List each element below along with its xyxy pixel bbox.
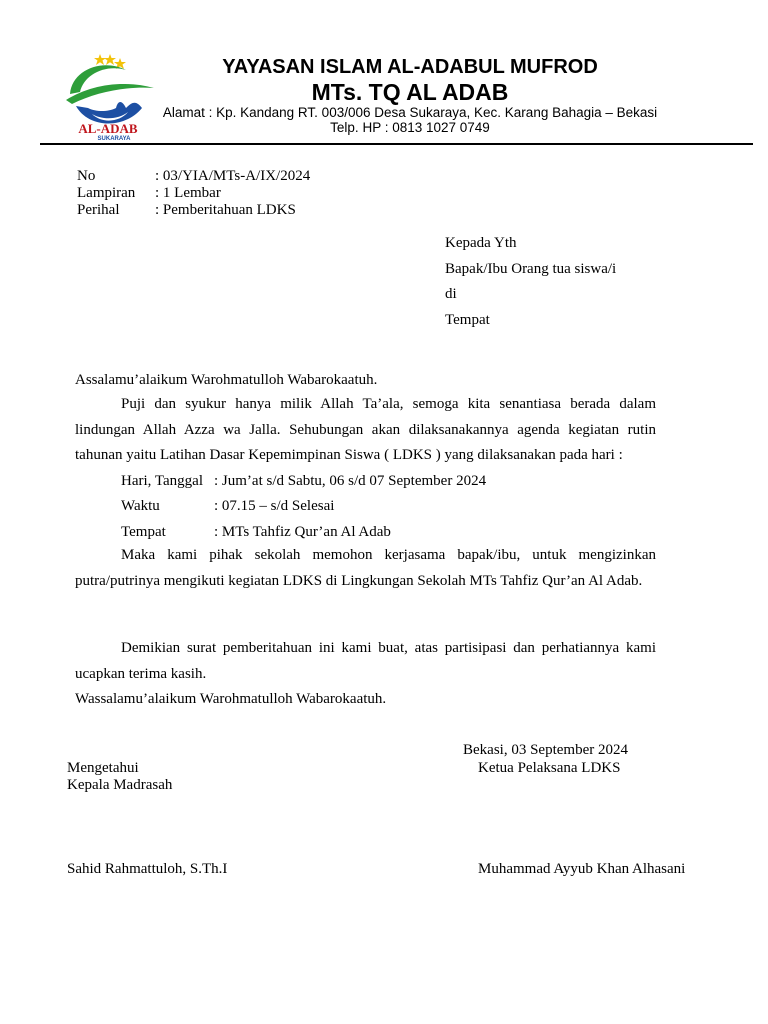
school-address: Alamat : Kp. Kandang RT. 003/006 Desa Sukaraya, Kec. Karang Bahagia – Bekasi [162,105,658,120]
meta-label-no: No [77,168,96,184]
right-signatory-name: Muhammad Ayyub Khan Alhasani [478,861,686,877]
meta-value-no: : 03/YIA/MTs-A/IX/2024 [155,168,311,184]
left-signatory-name: Sahid Rahmattuloh, S.Th.I [67,861,228,877]
foundation-name: YAYASAN ISLAM AL-ADABUL MUFROD [222,56,598,78]
recipient-line: Bapak/Ibu Orang tua siswa/i [445,261,617,277]
place-date: Bekasi, 03 September 2024 [463,742,628,758]
meta-label-subject: Perihal [77,202,120,218]
greeting: Assalamu’alaikum Warohmatulloh Wabarokaatuh. [75,372,378,388]
detail-value-time: : 07.15 – s/d Selesai [214,498,335,514]
school-name: MTs. TQ AL ADAB [311,79,509,105]
meta-value-subject: : Pemberitahuan LDKS [155,202,296,218]
letterhead-divider [40,143,753,145]
meta-value-attachment: : 1 Lembar [155,185,221,201]
meta-label-attachment: Lampiran [77,185,136,201]
right-role: Ketua Pelaksana LDKS [478,760,621,776]
recipient-line: Kepada Yth [445,235,517,251]
paragraph-closing: Demikian surat pemberitahuan ini kami buat, atas partisipasi dan perhatiannya kami ucapkan terima kasih. [75,640,656,682]
recipient-line: Tempat [445,312,490,328]
detail-value-place: : MTs Tahfiz Qur’an Al Adab [214,524,391,540]
school-phone: Telp. HP : 0813 1027 0749 [330,120,490,135]
logo-subtext: SUKARAYA [97,136,131,142]
recipient-line: di [445,286,457,302]
detail-label-place: Tempat [121,524,166,540]
logo-text: AL-ADAB [78,121,138,136]
left-role-title: Kepala Madrasah [67,777,173,793]
paragraph-intro: Puji dan syukur hanya milik Allah Ta’ala, semoga kita senantiasa berada dalam lindungan Allah Azza wa Jalla. Sehubungan akan dilaksanakannya agenda kegiatan rutin tahunan yaitu Latihan Dasar Kepemimpinan Siswa ( LDKS ) yang dilaksanakan pada hari : [75,396,656,463]
closing-greeting: Wassalamu’alaikum Warohmatulloh Wabarokaatuh. [75,691,387,707]
detail-label-time: Waktu [121,498,160,514]
detail-label-date: Hari, Tanggal [121,473,203,489]
left-role-acknowledge: Mengetahui [67,760,139,776]
paragraph-request: Maka kami pihak sekolah memohon kerjasama bapak/ibu, untuk mengizinkan putra/putrinya mengikuti kegiatan LDKS di Lingkungan Sekolah MTs Tahfiz Qur’an Al Adab. [75,547,656,589]
detail-value-date: : Jum’at s/d Sabtu, 06 s/d 07 September 2024 [214,473,487,489]
